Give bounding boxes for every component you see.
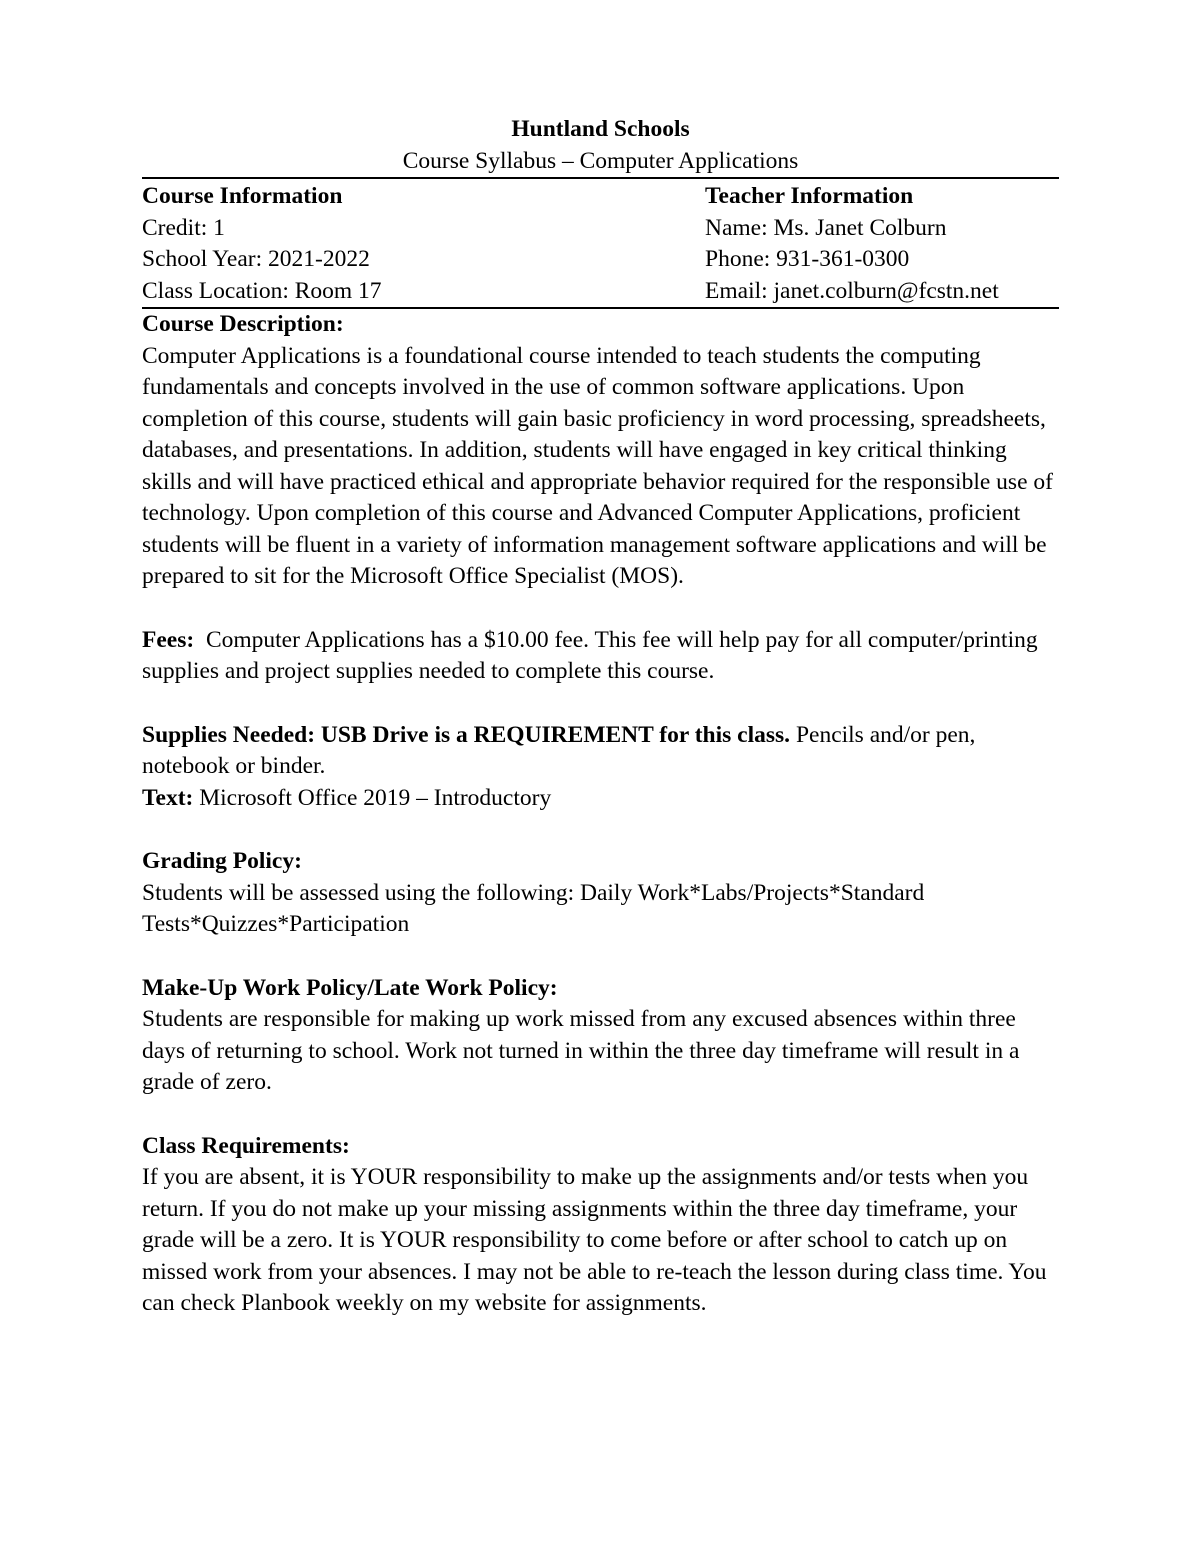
text-label: Text: (142, 784, 194, 811)
makeup-heading: Make-Up Work Policy/Late Work Policy: (142, 974, 558, 1001)
supplies-text: Pencils and/or pen, notebook or binder. (142, 721, 976, 779)
teacher-email: Email: janet.colburn@fcstn.net (705, 277, 999, 304)
course-info (142, 181, 705, 307)
supplies-section (142, 720, 1059, 783)
course-description-heading: Course Description: (142, 311, 344, 337)
school-name: Huntland Schools (511, 116, 690, 142)
course-credit: Credit: 1 (142, 214, 225, 241)
course-location: Class Location: Room 17 (142, 277, 382, 304)
teacher-info (705, 181, 1059, 307)
course-description (142, 309, 1059, 593)
grading-heading: Grading Policy: (142, 848, 302, 874)
grading-section (142, 846, 1059, 941)
makeup-section (142, 973, 1059, 1099)
fees-label: Fees: (142, 626, 195, 653)
requirements-heading: Class Requirements: (142, 1132, 350, 1159)
teacher-info-heading: Teacher Information (705, 183, 914, 209)
text-section (142, 783, 1059, 815)
teacher-phone: Phone: 931-361-0300 (705, 246, 910, 272)
makeup-body: Students are responsible for making up work missed from any excused absences within three days of returning to school. Work not turned in within the three day timeframe will result in a grade of zero. (142, 1006, 1020, 1095)
course-info-heading: Course Information (142, 183, 343, 209)
info-block (142, 179, 1059, 309)
course-school-year: School Year: 2021-2022 (142, 246, 370, 272)
syllabus-page (142, 112, 1059, 1320)
requirements-body: If you are absent, it is YOUR responsibility to make up the assignments and/or tests when you return. If you do not make up your missing assignments within the three day timeframe, your grade will be a zero. It is YOUR responsibility to come before or after school to catch up on missed work from your absences. I may not be able to re-teach the lesson during class time. You can check Planbook weekly on my website for assignments. (142, 1164, 1047, 1316)
course-title: Course Syllabus – Computer Applications (142, 146, 1059, 179)
course-description-body: Computer Applications is a foundational course intended to teach students the computing fundamentals and concepts involved in the use of common software applications. Upon completion of this course, students will gain basic proficiency in word processing, spreadsheets, databases, and presentations. In addition, students will have engaged in key critical thinking skills and will have practiced ethical and appropriate behavior required for the responsible use of technology. Upon completion of this course and Advanced Computer Applications, proficient students will be fluent in a variety of information management software applications and will be prepared to sit for the Microsoft Office Specialist (MOS). (142, 342, 1053, 589)
grading-body: Students will be assessed using the following: Daily Work*Labs/Projects*Standard Tests*Quizzes*Participation (142, 879, 925, 937)
supplies-label: Supplies Needed: USB Drive is a REQUIREMENT for this class. (142, 721, 791, 748)
fees-section (142, 625, 1059, 688)
text-value: Microsoft Office 2019 – Introductory (199, 784, 552, 811)
fees-text: Computer Applications has a $10.00 fee. This fee will help pay for all computer/printing supplies and project supplies needed to complete this course. (142, 626, 1038, 684)
teacher-name: Name: Ms. Janet Colburn (705, 214, 947, 241)
requirements-section (142, 1131, 1059, 1320)
